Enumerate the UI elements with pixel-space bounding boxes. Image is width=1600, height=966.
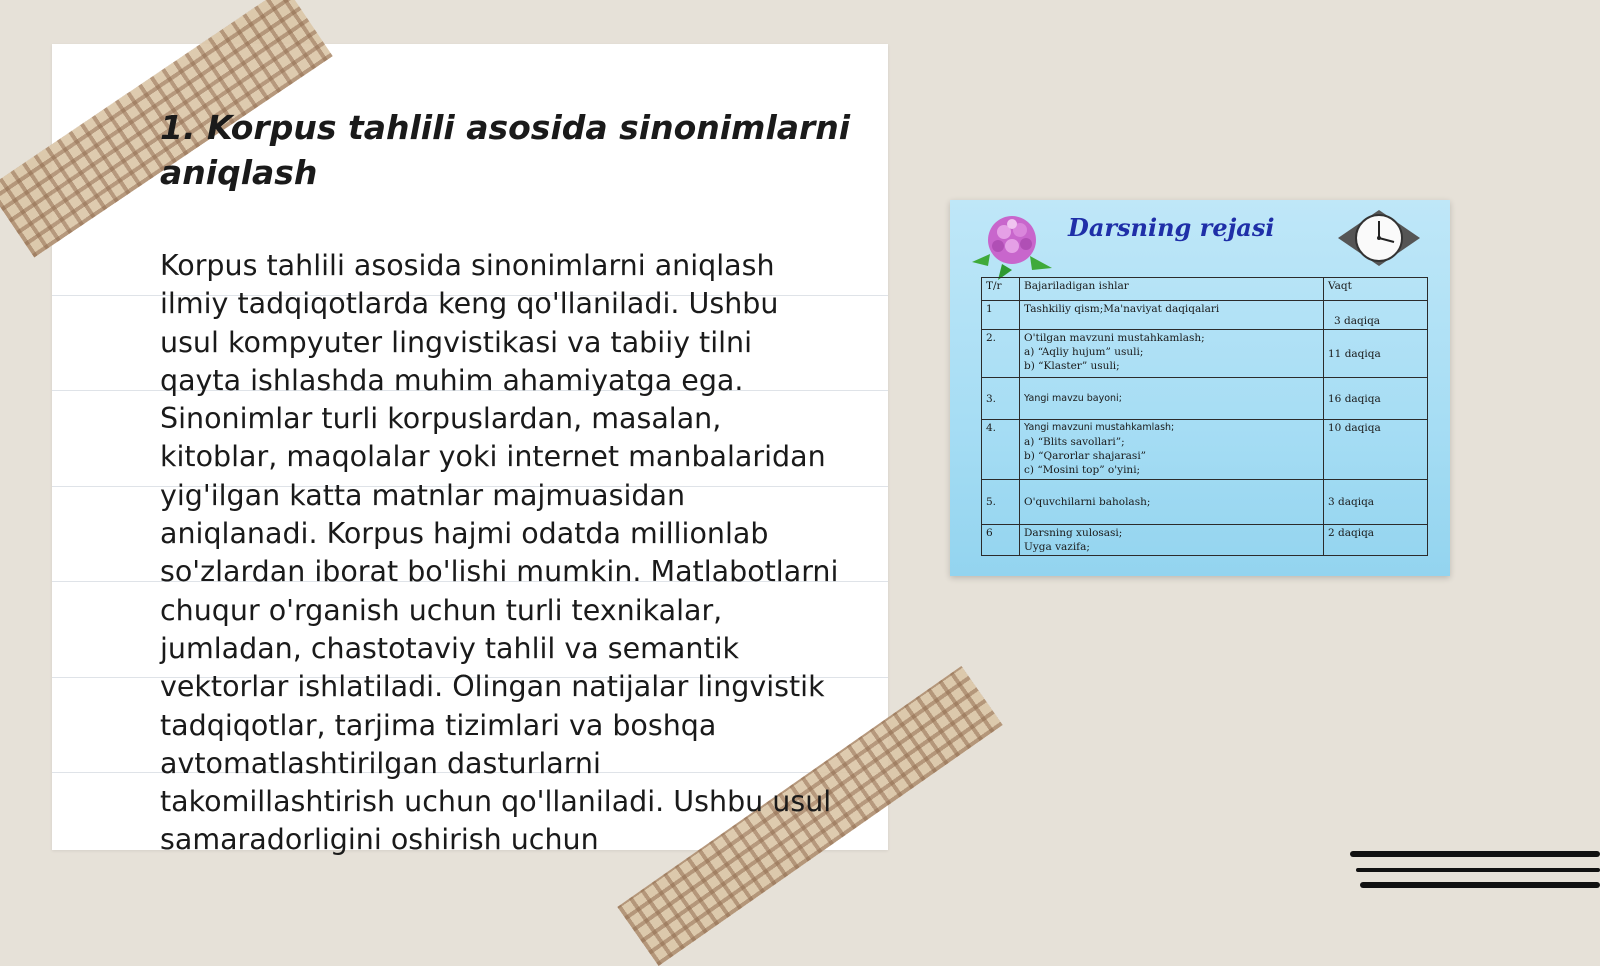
row-time: 11 daqiqa (1324, 330, 1428, 378)
row-task (1020, 378, 1324, 420)
task-line: O'quvchilarni baholash; (1024, 496, 1151, 508)
slide-title: 1. Korpus tahlili asosida sinonimlarni aniqlash (160, 108, 851, 192)
table-row (982, 330, 1428, 378)
decorative-stroke (1356, 868, 1600, 872)
decorative-stroke (1350, 851, 1600, 857)
row-time: 16 daqiqa (1324, 378, 1428, 420)
table-row (982, 525, 1428, 556)
task-line: b) “Klaster” usuli; (1024, 360, 1120, 372)
task-line: Tashkiliy qism;Ma'naviyat daqiqalari (1024, 303, 1220, 315)
task-line: Uyga vazifa; (1024, 541, 1090, 553)
row-task (1020, 330, 1324, 378)
lesson-plan-title: Darsning rejasi (1068, 213, 1275, 242)
header-task: Bajariladigan ishlar (1020, 278, 1324, 301)
table-row (982, 378, 1428, 420)
table-row (982, 480, 1428, 525)
row-time: 3 daqiqa (1324, 301, 1428, 330)
task-line: Yangi mavzuni mustahkamlash; (1024, 422, 1175, 433)
row-task (1020, 301, 1324, 330)
row-time: 10 daqiqa (1324, 420, 1428, 480)
task-line: a) “Aqliy hujum” usuli; (1024, 346, 1144, 358)
row-task (1020, 525, 1324, 556)
flower-icon (968, 208, 1058, 280)
row-number: 3. (982, 378, 1020, 420)
row-number: 4. (982, 420, 1020, 480)
row-number: 5. (982, 480, 1020, 525)
header-number: T/r (982, 278, 1020, 301)
slide-body-text: Korpus tahlili asosida sinonimlarni aniqlash ilmiy tadqiqotlarda keng qo'llaniladi. Ushbu usul kompyuter lingvistikasi va tabiiy tilni qayta ishlashda muhim ahamiyatga ega. Sinonimlar turli korpuslardan, masalan, kitoblar, maqolalar yoki internet manbalaridan yig'ilgan katta matnlar majmuasidan aniqlanadi. Korpus hajmi odatda millionlab so'zlardan iborat bo'lishi mumkin. Matlabotlarni chuqur o'rganish uchun turli texnikalar, jumladan, chastotaviy tahlil va semantik vektorlar ishlatiladi. Olingan natijalar lingvistik tadqiqotlar, tarjima tizimlari va boshqa avtomatlashtirilgan dasturlarni takomillashtirish uchun qo'llaniladi. Ushbu usul samaradorligini oshirish uchun (160, 249, 839, 857)
header-time: Vaqt (1324, 278, 1428, 301)
decorative-stroke (1360, 882, 1600, 888)
lesson-plan-table (981, 277, 1428, 556)
table-row (982, 301, 1428, 330)
row-task (1020, 480, 1324, 525)
row-number: 6 (982, 525, 1020, 556)
task-line: b) “Qarorlar shajarasi” (1024, 450, 1147, 462)
task-line: Darsning xulosasi; (1024, 527, 1123, 539)
table-row (982, 420, 1428, 480)
row-time: 2 daqiqa (1324, 525, 1428, 556)
row-task (1020, 420, 1324, 480)
task-line: Yangi mavzu bayoni; (1024, 392, 1122, 404)
task-line: c) “Mosini top” o'yini; (1024, 464, 1141, 476)
task-line: a) “Blits savollari”; (1024, 436, 1125, 448)
table-header-row (982, 278, 1428, 301)
task-line: O'tilgan mavzuni mustahkamlash; (1024, 332, 1205, 344)
row-number: 1 (982, 301, 1020, 330)
row-time: 3 daqiqa (1324, 480, 1428, 525)
clock-icon (1336, 208, 1422, 268)
lesson-plan-image (950, 200, 1450, 576)
row-number: 2. (982, 330, 1020, 378)
